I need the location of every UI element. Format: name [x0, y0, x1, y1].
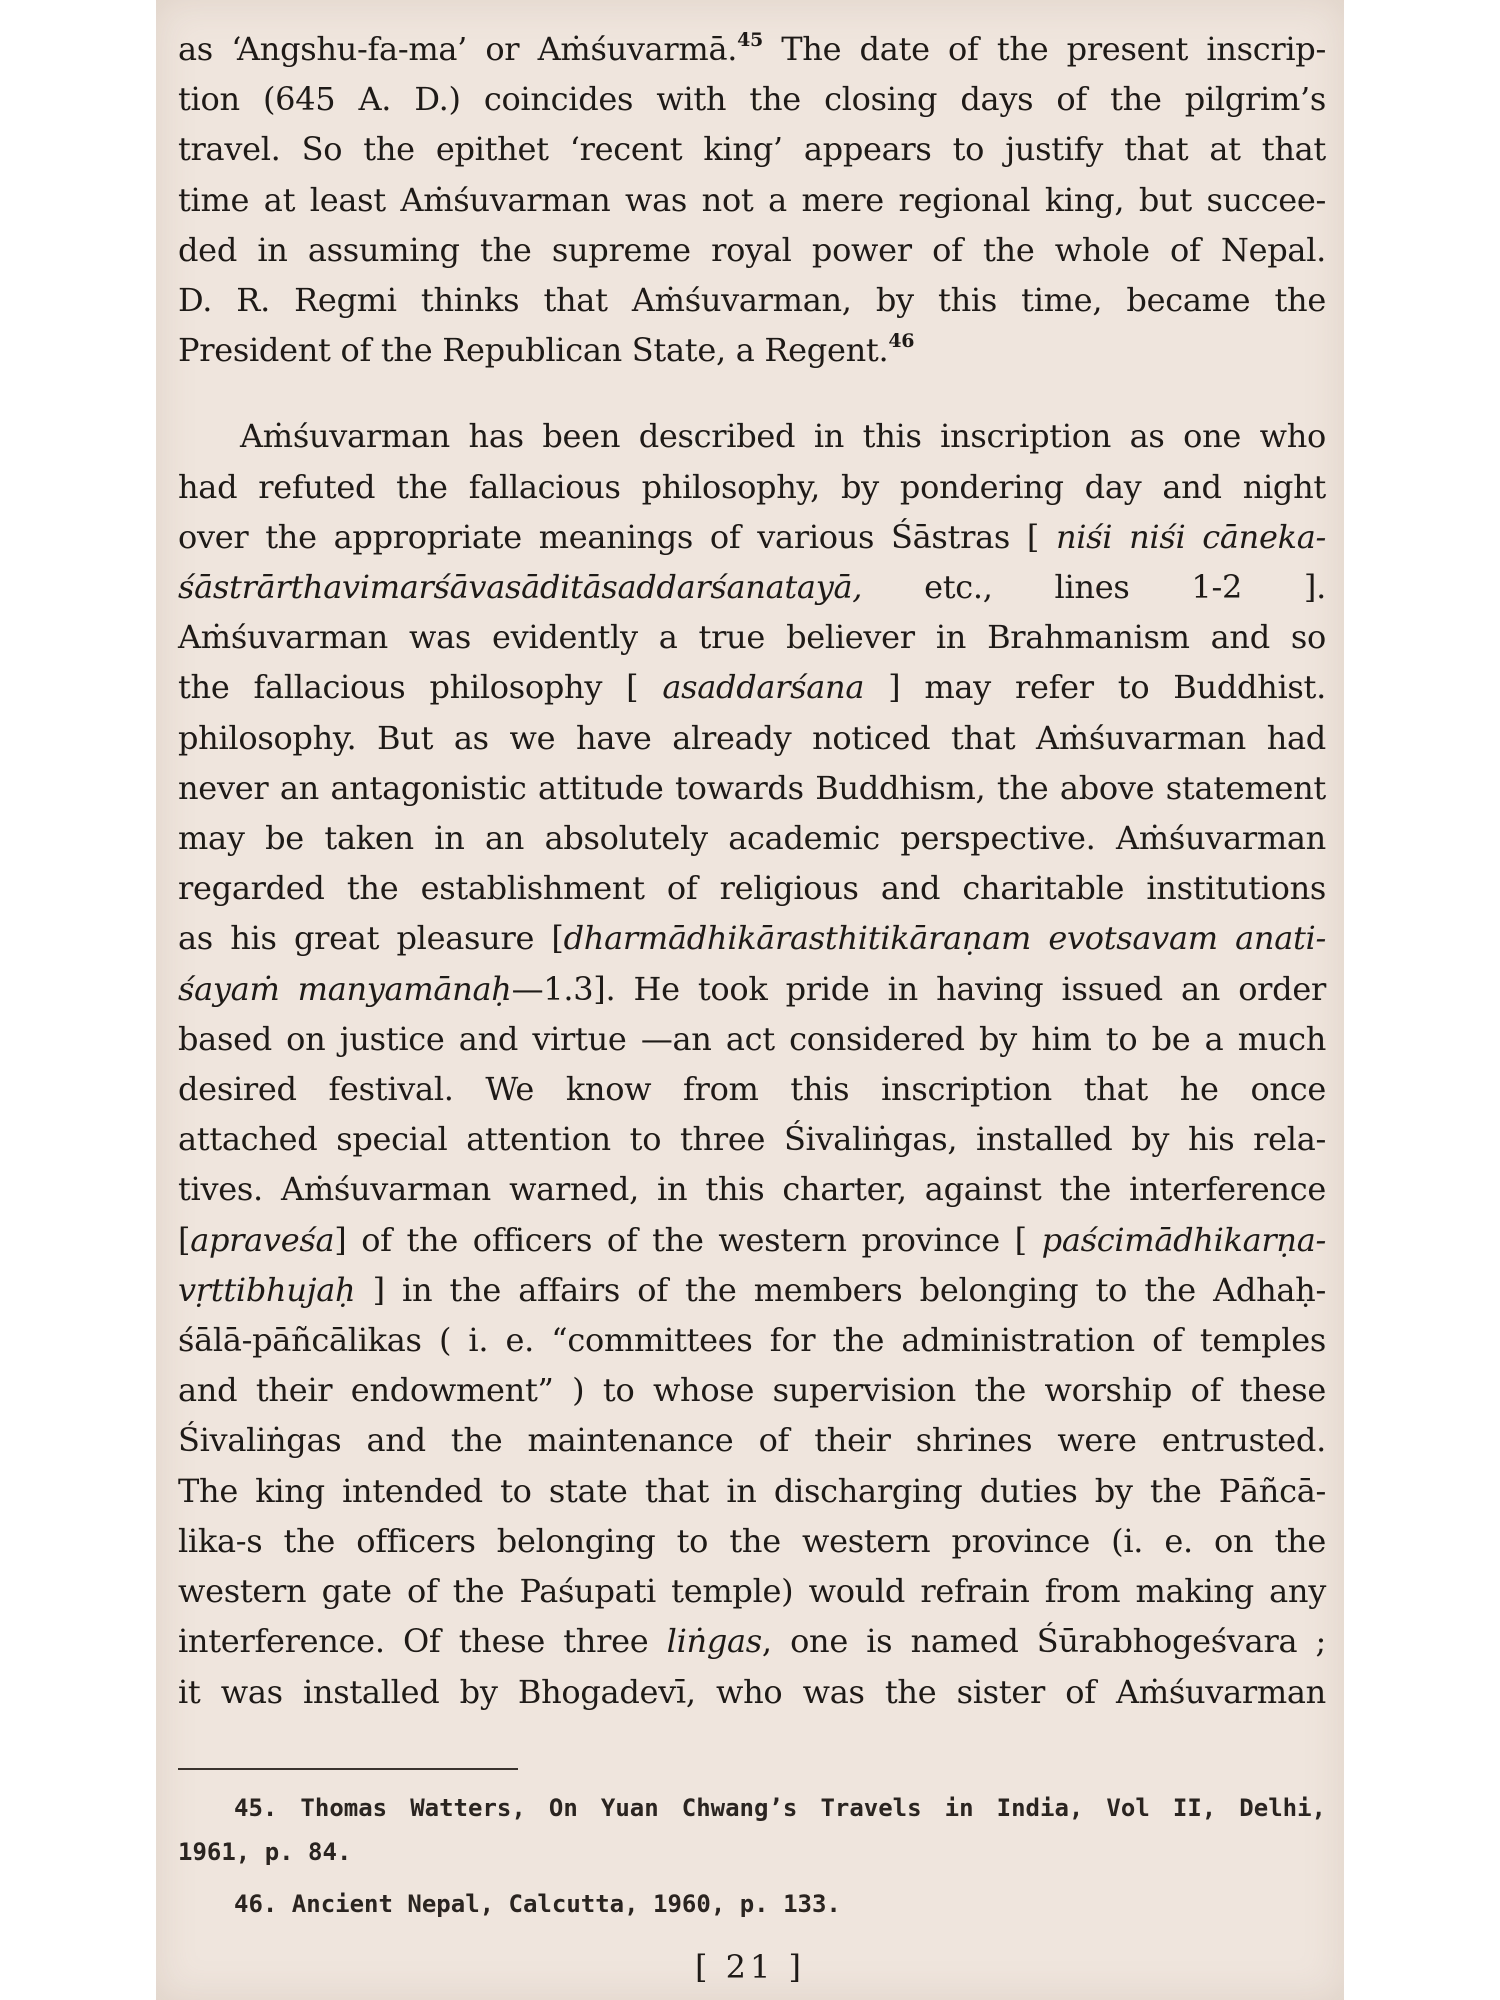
- text-line: based on justice and virtue —an act considered by him to be a much: [178, 1019, 1326, 1058]
- text-line: Aṁśuvarman was evidently a true believer in Brahmanism and so: [178, 618, 1326, 657]
- text-line: The king intended to state that in discharging duties by the Pāñcā-: [178, 1471, 1326, 1510]
- text-line: interference. Of these three liṅgas, one is named Śūrabhogeśvara ;: [178, 1622, 1326, 1661]
- text-line: over the appropriate meanings of various Śāstras [ niśi niśi cāneka-: [178, 517, 1327, 556]
- book-page: [156, 0, 1344, 2000]
- text-line: as his great pleasure [dharmādhikārasthitikāraṇam evotsavam anati-: [178, 919, 1326, 958]
- text-line: the fallacious philosophy [ asaddarśana ] may refer to Buddhist.: [178, 668, 1326, 707]
- text-line: Aṁśuvarman has been described in this inscription as one who: [240, 417, 1326, 456]
- text-line: it was installed by Bhogadevī, who was the sister of Aṁśuvarman: [178, 1672, 1326, 1711]
- text-line: western gate of the Paśupati temple) would refrain from making any: [178, 1572, 1326, 1611]
- text-line: vṛttibhujaḥ ] in the affairs of the members belonging to the Adhaḥ-: [178, 1270, 1326, 1309]
- text-line: desired festival. We know from this inscription that he once: [178, 1070, 1326, 1109]
- text-line: had refuted the fallacious philosophy, by pondering day and night: [178, 467, 1326, 506]
- text-line: śālā-pāñcālikas ( i. e. “committees for the administration of temples: [178, 1321, 1326, 1360]
- footnote-45-continuation: 1961, p. 84.: [178, 1838, 352, 1866]
- text-line: tives. Aṁśuvarman warned, in this charter, against the interference: [178, 1170, 1326, 1209]
- page-number: [ 21 ]: [694, 1948, 806, 1986]
- text-line: tion (645 A. D.) coincides with the closing days of the pilgrim’s: [178, 80, 1326, 119]
- footnote-divider: [178, 1768, 518, 1770]
- footnote-ref-45: 45: [737, 29, 763, 51]
- text-line: never an antagonistic attitude towards Buddhism, the above statement: [178, 768, 1326, 807]
- text-line: regarded the establishment of religious and charitable institutions: [178, 869, 1326, 908]
- text-line: attached special attention to three Śivaliṅgas, installed by his rela-: [178, 1120, 1326, 1159]
- footnotes: [178, 1786, 1326, 1926]
- text-line: travel. So the epithet ‘recent king’ appears to justify that at that: [178, 130, 1326, 169]
- text-line: philosophy. But as we have already noticed that Aṁśuvarman had: [178, 718, 1326, 757]
- text-line: President of the Republican State, a Regent.$^{46}$: [178, 330, 915, 370]
- text-line: and their endowment” ) to whose supervision the worship of these: [178, 1371, 1326, 1410]
- paragraph-gap: [178, 375, 1326, 411]
- footnote-ref-46: 46: [888, 330, 915, 353]
- text-line: as ‘Angshu-fa-ma’ or Aṁśuvarmā.$^{45}$ The date of the present inscrip-: [178, 29, 1326, 68]
- body-text: [178, 24, 1326, 1717]
- text-line: [apraveśa] of the officers of the western province [ paścimādhikarṇa-: [178, 1220, 1326, 1259]
- text-line: śayaṁ manyamānaḥ—1.3]. He took pride in having issued an order: [178, 969, 1326, 1008]
- footnote-45: 45. Thomas Watters, On Yuan Chwang’s Travels in India, Vol II, Delhi,: [234, 1794, 1326, 1822]
- footnote-46: 46. Ancient Nepal, Calcutta, 1960, p. 133.: [234, 1890, 841, 1918]
- text-line: D. R. Regmi thinks that Aṁśuvarman, by this time, became the: [178, 281, 1326, 320]
- text-line: may be taken in an absolutely academic perspective. Aṁśuvarman: [178, 819, 1326, 858]
- text-line: time at least Aṁśuvarman was not a mere regional king, but succee-: [178, 180, 1326, 219]
- text-line: śāstrārthavimarśāvasāditāsaddarśanatayā, etc., lines 1-2 ].: [178, 568, 1326, 607]
- text-line: Śivaliṅgas and the maintenance of their shrines were entrusted.: [178, 1421, 1326, 1460]
- text-line: ded in assuming the supreme royal power of the whole of Nepal.: [178, 230, 1326, 269]
- text-line: lika-s the officers belonging to the western province (i. e. on the: [178, 1521, 1326, 1560]
